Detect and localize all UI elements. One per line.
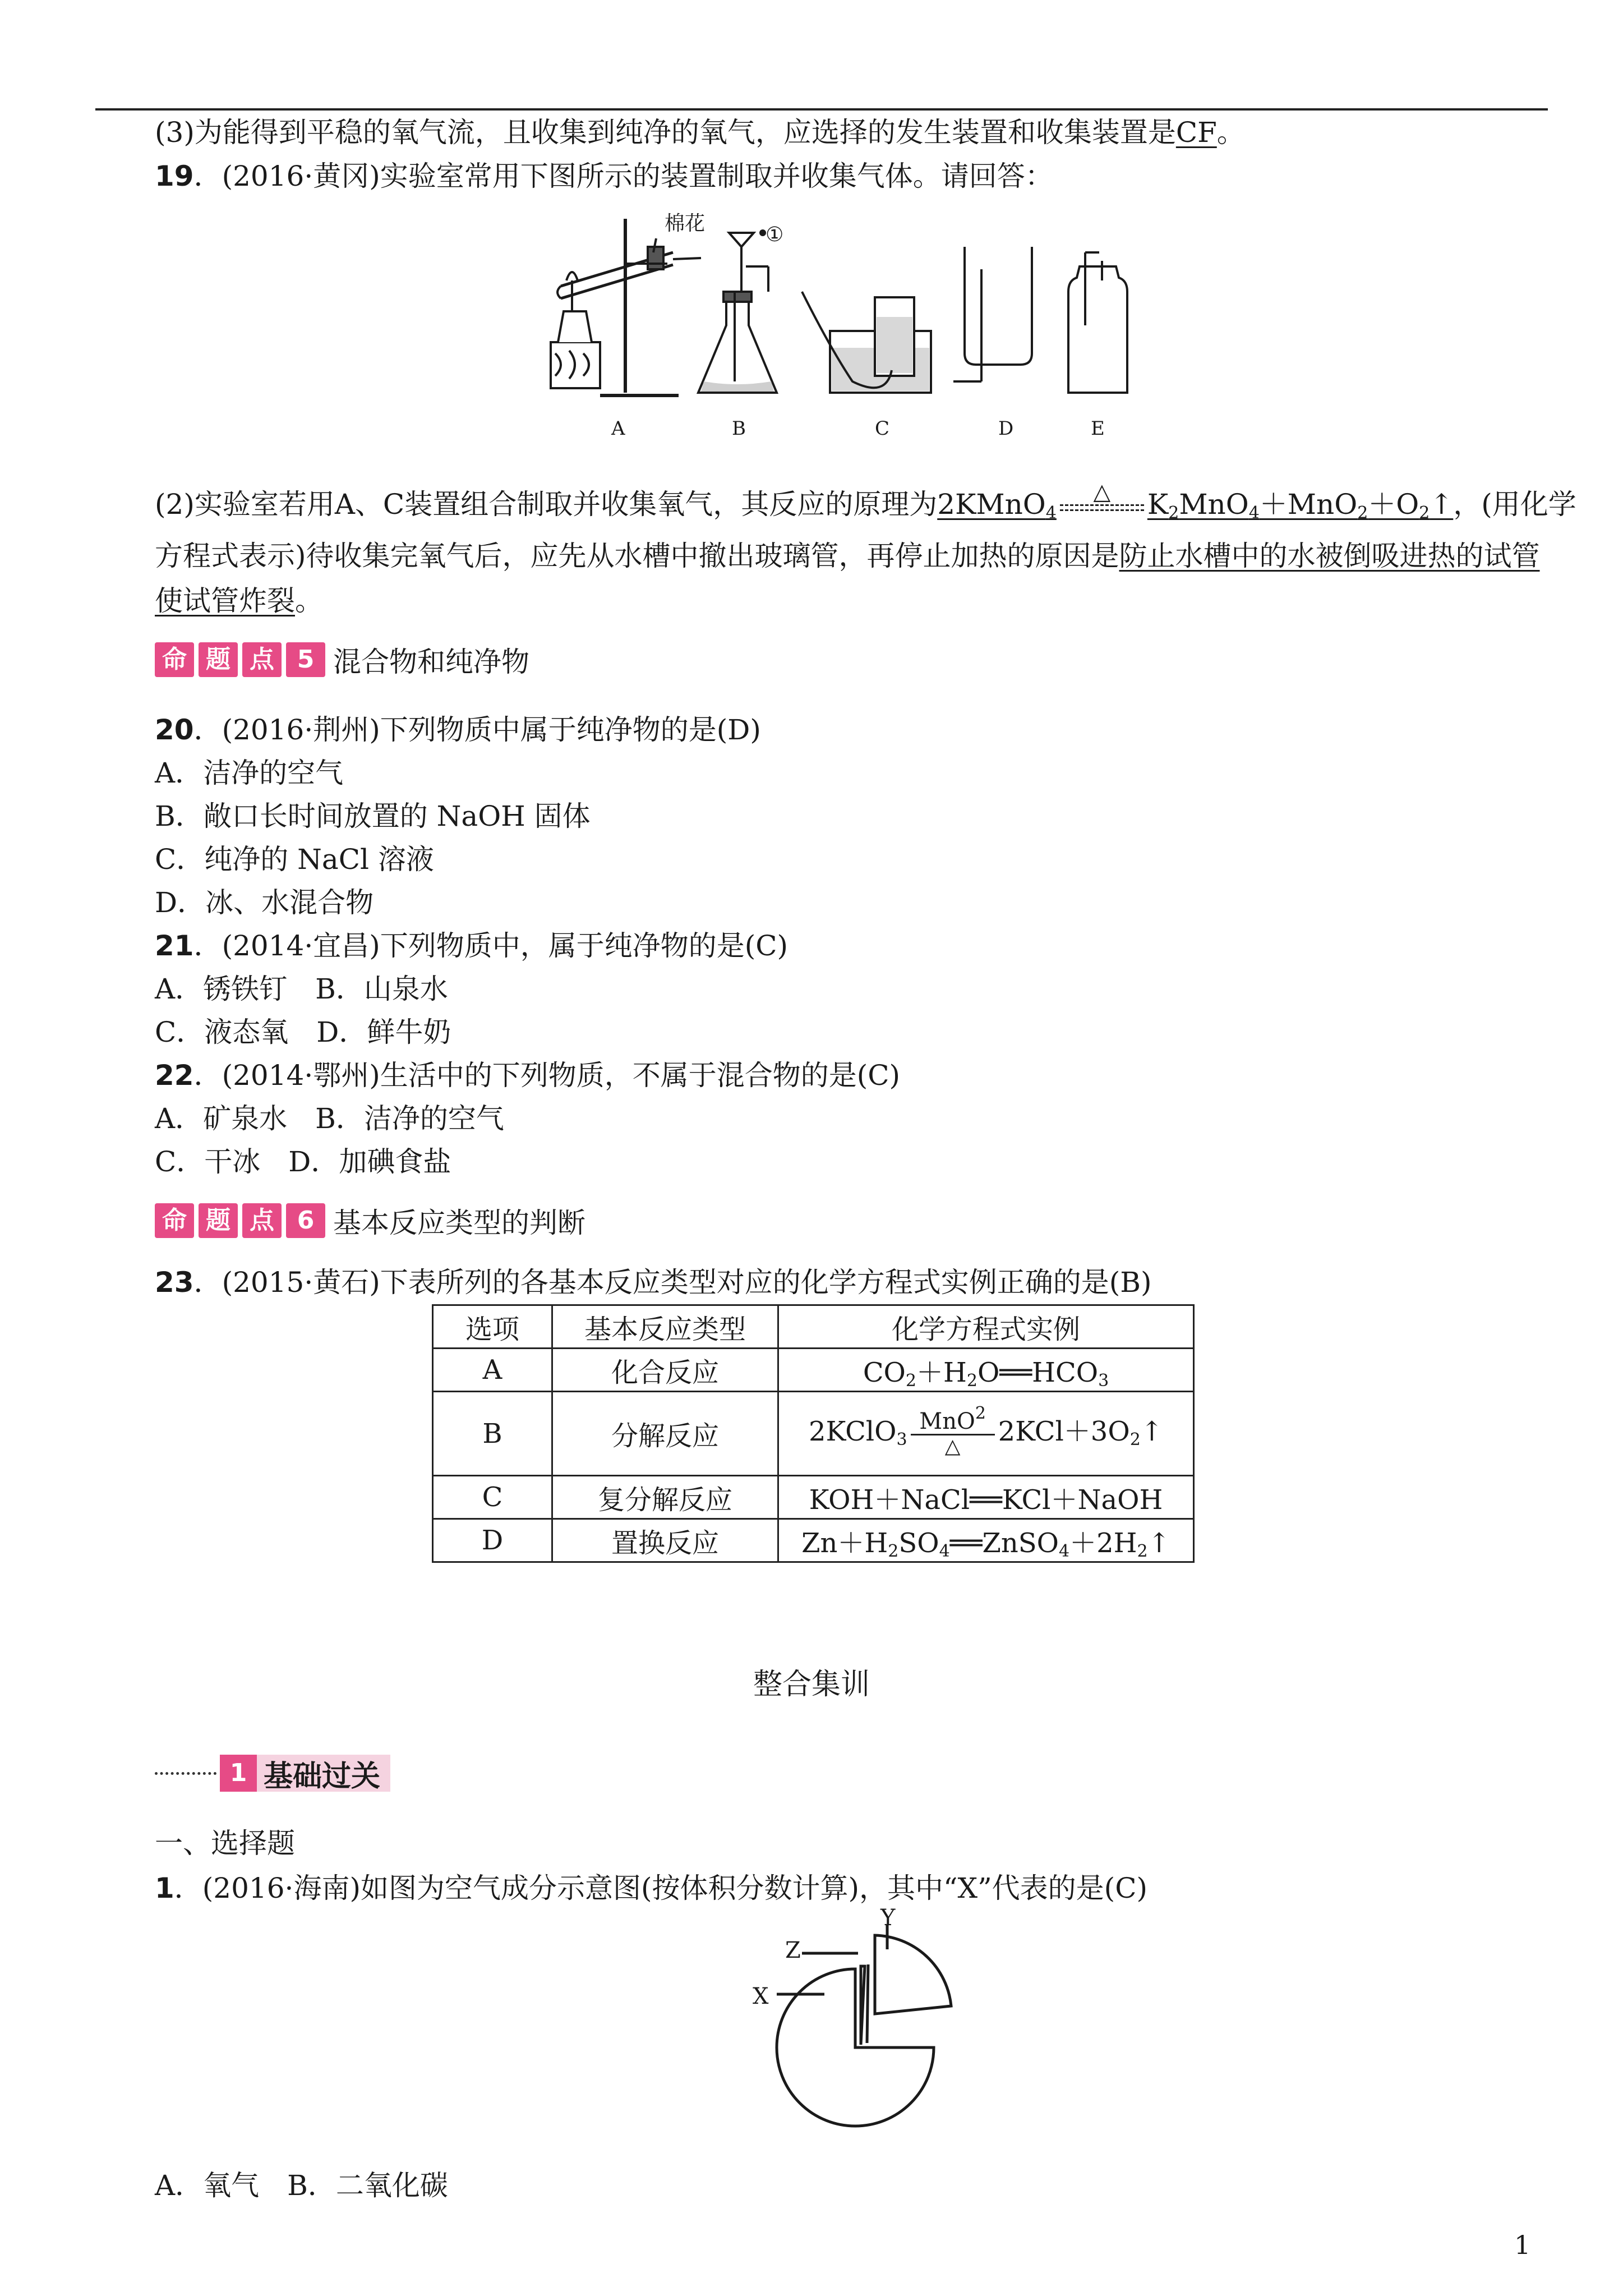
- eqb-b-sub: 2: [1129, 1430, 1141, 1450]
- row-c-type: 复分解反应: [552, 1476, 778, 1519]
- lab-apparatus-figure: [538, 213, 1155, 449]
- basic-level-heading: [155, 1755, 390, 1792]
- label-e: E: [1091, 417, 1105, 440]
- eqb-a: 2KClO: [808, 1416, 897, 1447]
- part1-title: 一、选择题: [155, 1827, 295, 1860]
- page-number: 1: [1514, 2230, 1531, 2260]
- heading6-title: 基本反应类型的判断: [333, 1207, 585, 1239]
- eq-prod-b: ＋MnO: [1259, 488, 1358, 521]
- apparatus-e: [1068, 252, 1127, 393]
- heading5-char1: 命: [155, 642, 194, 677]
- heading6-char2: 题: [199, 1203, 238, 1238]
- heading5-char2: 题: [199, 642, 238, 677]
- pie-label-x: X: [753, 1984, 769, 2009]
- pie-label-y: Y: [880, 1905, 896, 1931]
- q19-number: 19: [155, 160, 194, 192]
- eqb-arrow: ↑: [1140, 1416, 1164, 1447]
- table-header-example: 化学方程式实例: [778, 1305, 1194, 1349]
- eqa-b-sub: 2: [966, 1370, 978, 1391]
- row-d-option: D: [433, 1519, 552, 1562]
- eq-gas-arrow: ↑: [1430, 488, 1454, 521]
- q23-number: 23: [155, 1266, 194, 1299]
- eq-prod-a-mid: MnO: [1179, 488, 1249, 521]
- row-d-type: 置换反应: [552, 1519, 778, 1562]
- row-a-option: A: [433, 1349, 552, 1392]
- q19-part2-answer2: 使试管炸裂: [155, 585, 295, 617]
- basic-level-badge: [220, 1755, 390, 1792]
- eqd-arrow: ↑: [1147, 1527, 1170, 1559]
- basic-level-number: 1: [220, 1755, 257, 1792]
- eqb-condition: [911, 1404, 995, 1458]
- heading-topic-6: [155, 1200, 585, 1241]
- q20-option-d: D．冰、水混合物: [155, 886, 374, 919]
- air-composition-pie: [740, 1905, 976, 2154]
- q19-part2-line3: [155, 583, 323, 618]
- eqd-a-sub: 2: [888, 1541, 899, 1561]
- q19-part2-end: 。: [295, 585, 323, 617]
- q22-text: ．(2014·鄂州)生活中的下列物质，不属于混合物的是(C): [193, 1059, 901, 1092]
- row-b-type: 分解反应: [552, 1392, 778, 1476]
- q1-number: 1: [155, 1872, 174, 1904]
- heading6-number: 6: [286, 1203, 325, 1238]
- eq-prod-a: K: [1147, 488, 1169, 521]
- q19-part2-text1-end: ，(用化学: [1453, 488, 1576, 521]
- row-d-equation: [778, 1519, 1194, 1562]
- q18-part3: [155, 115, 1245, 150]
- basic-level-label: 基础过关: [264, 1759, 381, 1793]
- row-a-type: 化合反应: [552, 1349, 778, 1392]
- pie-label-z: Z: [785, 1938, 801, 1963]
- label-c: C: [875, 417, 890, 440]
- heading6-char1: 命: [155, 1203, 194, 1238]
- apparatus-d: [953, 247, 1032, 381]
- q21-options-ab: A．锈铁钉 B．山泉水: [155, 973, 448, 1005]
- q19-equation: [937, 479, 1454, 523]
- row-a-equation: [778, 1349, 1194, 1392]
- q20-option-c: C．纯净的 NaCl 溶液: [155, 843, 434, 876]
- reaction-type-table: [432, 1304, 1195, 1563]
- eqb-a-sub: 3: [896, 1430, 907, 1450]
- eq-cond-triangle: △: [1093, 479, 1111, 505]
- q1-options: A．氧气 B．二氧化碳: [155, 2169, 448, 2202]
- eqb-catalyst-sup: 2: [975, 1404, 986, 1423]
- q19-part2-answer1: 防止水槽中的水被倒吸进热的试管: [1119, 540, 1540, 572]
- heading-topic-5: [155, 639, 529, 680]
- q21-number: 21: [155, 930, 194, 962]
- q21-text: ．(2014·宜昌)下列物质中，属于纯净物的是(C): [193, 930, 789, 962]
- eqb-catalyst: MnO: [919, 1409, 975, 1434]
- q18-part3-text: (3)为能得到平稳的氧气流，且收集到纯净的氧气，应选择的发生装置和收集装置是: [155, 116, 1176, 149]
- q21-options-cd: C．液态氧 D．鲜牛奶: [155, 1016, 451, 1048]
- q1-text: ．(2016·海南)如图为空气成分示意图(按体积分数计算)，其中“X”代表的是(C): [174, 1872, 1147, 1904]
- table-header-row: [433, 1305, 1194, 1349]
- dotted-leader: [155, 1772, 216, 1775]
- q19-part2-text1: (2)实验室若用A、C装置组合制取并收集氧气，其反应的原理为: [155, 488, 938, 521]
- cotton-label: 棉花: [665, 212, 706, 235]
- eq-prod-c: ＋O: [1368, 488, 1419, 521]
- eq-reactant: 2KMnO: [937, 488, 1046, 521]
- table-row: [433, 1519, 1194, 1562]
- eq-prod-b-sub: 2: [1357, 503, 1368, 523]
- eqa-b: ＋H: [916, 1356, 967, 1388]
- row-b-option: B: [433, 1392, 552, 1476]
- eq-reactant-sub: 4: [1045, 503, 1057, 523]
- q22-number: 22: [155, 1059, 194, 1092]
- apparatus-b: [698, 231, 777, 393]
- q19-stem: [155, 159, 1053, 194]
- q18-part3-end: 。: [1216, 116, 1245, 149]
- q21-stem: [155, 928, 788, 963]
- eqb-heat: △: [944, 1435, 961, 1458]
- eqd-c-sub: 4: [1059, 1541, 1070, 1561]
- q23-text: ．(2015·黄石)下表所列的各基本反应类型对应的化学方程式实例正确的是(B): [193, 1266, 1152, 1299]
- q20-stem: [155, 712, 761, 747]
- q18-part3-answer: CF: [1175, 116, 1217, 149]
- heading6-char3: 点: [242, 1203, 282, 1238]
- eqa-a: CO: [863, 1356, 906, 1388]
- eqd-d: ＋2H: [1069, 1527, 1137, 1559]
- q22-stem: [155, 1058, 900, 1093]
- table-row: [433, 1392, 1194, 1476]
- label-d: D: [998, 417, 1014, 440]
- q20-text: ．(2016·荆州)下列物质中属于纯净物的是(D): [193, 714, 761, 746]
- row-c-option: C: [433, 1476, 552, 1519]
- table-header-option: 选项: [433, 1305, 552, 1349]
- q19-text: ．(2016·黄冈)实验室常用下图所示的装置制取并收集气体。请回答：: [193, 160, 1053, 192]
- eq-prod-a-sub2: 4: [1248, 503, 1260, 523]
- eq-prod-c-sub: 2: [1419, 503, 1430, 523]
- q23-stem: [155, 1265, 1152, 1300]
- eqa-a-sub: 2: [905, 1370, 916, 1391]
- table-header-type: 基本反应类型: [552, 1305, 778, 1349]
- label-b: B: [732, 417, 746, 440]
- eqd-c: ══ZnSO: [949, 1527, 1059, 1559]
- eqd-b: SO: [898, 1527, 939, 1559]
- q19-part2-line2: [155, 539, 1540, 573]
- q22-options-ab: A．矿泉水 B．洁净的空气: [155, 1102, 504, 1135]
- table-row: [433, 1349, 1194, 1392]
- q19-part2-line1: [155, 480, 1576, 533]
- top-rule: [95, 108, 1548, 111]
- eqd-d-sub: 2: [1137, 1541, 1148, 1561]
- eqd-b-sub: 4: [939, 1541, 950, 1561]
- q1-stem: [155, 1871, 1147, 1906]
- heading5-title: 混合物和纯净物: [333, 646, 529, 678]
- eq-condition: [1060, 480, 1144, 533]
- apparatus-c: [802, 292, 931, 393]
- q19-part2-text2: 方程式表示)待收集完氧气后，应先从水槽中撤出玻璃管，再停止加热的原因是: [155, 540, 1119, 572]
- heading5-number: 5: [286, 642, 325, 677]
- q22-options-cd: C．干冰 D．加碘食盐: [155, 1145, 451, 1178]
- eqa-c-sub: 3: [1098, 1370, 1109, 1391]
- table-row: [433, 1476, 1194, 1519]
- eq-prod-a-sub1: 2: [1168, 503, 1179, 523]
- q20-option-a: A．洁净的空气: [155, 757, 344, 789]
- section-title: 整合集训: [753, 1668, 870, 1701]
- row-c-equation: KOH＋NaCl══KCl＋NaOH: [778, 1476, 1194, 1519]
- q20-option-b: B．敞口长时间放置的 NaOH 固体: [155, 800, 591, 832]
- row-b-equation: [778, 1392, 1194, 1476]
- apparatus-a: [551, 219, 701, 395]
- funnel-label: ①: [766, 223, 784, 246]
- heading5-char3: 点: [242, 642, 282, 677]
- eqd-a: Zn＋H: [801, 1527, 888, 1559]
- eqa-c: O══HCO: [977, 1356, 1099, 1388]
- label-a: A: [611, 417, 625, 440]
- q20-number: 20: [155, 714, 194, 746]
- eqb-b: 2KCl＋3O: [998, 1416, 1130, 1447]
